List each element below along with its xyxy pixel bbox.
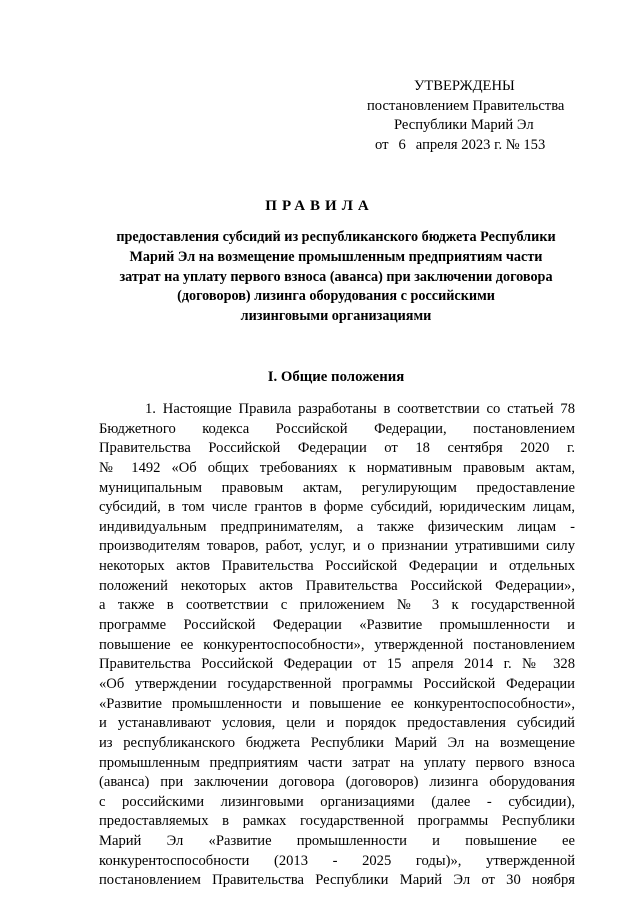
subtitle-line: лизинговыми организациями <box>240 308 432 325</box>
body-line: муниципальным правовым актам, регулирующим предоставление <box>99 479 575 496</box>
body-line: постановлением Правительства Республики Марий Эл от 30 ноября <box>99 872 575 889</box>
subtitle-line: предоставления субсидий из республиканского бюджета Республики <box>116 229 556 245</box>
body-line: индивидуальным предпринимателям, а также физическим лицам - <box>99 518 575 535</box>
body-line: из республиканского бюджета Республики Марий Эл на возмещение <box>99 734 575 751</box>
document-title: ПРАВИЛА <box>265 198 374 214</box>
body-line: и устанавливают условия, цели и порядок предоставления субсидий <box>99 715 575 732</box>
body-line: Правительства Российской Федерации от 15 апреля 2014 г. № 328 <box>99 656 575 673</box>
body-line: 1. Настоящие Правила разработаны в соответствии со статьей 78 <box>145 401 575 417</box>
body-line: положений некоторых актов Правительства Российской Федерации», <box>99 577 575 594</box>
body-line: (аванса) при заключении договора (договоров) лизинга оборудования <box>99 774 575 791</box>
subtitle-line: затрат на уплату первого взноса (аванса) при заключении договора <box>119 268 553 285</box>
approval-date-rest: апреля 2023 г. № <box>415 136 520 153</box>
body-line: Бюджетного кодекса Российской Федерации, постановлением <box>99 420 575 437</box>
subtitle-line: (договоров) лизинга оборудования с российскими <box>177 288 495 305</box>
approval-date-line <box>354 136 584 156</box>
body-line: промышленным предприятиям части затрат на уплату первого взноса <box>99 754 575 771</box>
section-heading: I. Общие положения <box>267 369 405 385</box>
body-line: «Об утверждении государственной программы Российской Федерации <box>99 675 575 692</box>
body-line: субсидий, в том числе грантов в форме субсидий, юридическим лицам, <box>99 499 575 516</box>
approval-block <box>354 77 584 155</box>
body-line: «Развитие промышленности и повышение ее конкурентоспособности», <box>99 695 575 712</box>
body-line: программе Российской Федерации «Развитие промышленности и <box>99 617 575 634</box>
body-line: конкурентоспособности (2013 - 2025 годы)», утвержденной <box>99 852 575 869</box>
approval-heading: УТВЕРЖДЕНЫ <box>414 78 515 94</box>
approval-region: Республики Марий Эл <box>394 117 534 133</box>
body-line: Правительства Российской Федерации от 18 сентября 2020 г. <box>99 440 575 457</box>
body-line: некоторых актов Правительства Российской Федерации и отдельных <box>99 558 575 575</box>
body-line: производителям товаров, работ, услуг, и о признании утратившими силу <box>99 538 575 555</box>
body-line: а также в соответствии с приложением № 3 к государственной <box>99 597 575 614</box>
approval-date-prefix: от <box>375 136 389 153</box>
body-line: с российскими лизинговыми организациями (далее - субсидии), <box>99 793 575 810</box>
document-subtitle <box>98 228 574 327</box>
body-line: № 1492 «Об общих требованиях к нормативным правовым актам, <box>99 459 575 476</box>
approval-date-day: 6 <box>398 136 406 153</box>
body-line: Марий Эл «Развитие промышленности и повышение ее <box>99 833 575 850</box>
body-line: предоставляемых в рамках государственной программы Республики <box>99 813 575 830</box>
body-line: повышение ее конкурентоспособности», утвержденной постановлением <box>99 636 575 653</box>
subtitle-line: Марий Эл на возмещение промышленным предприятиям части <box>129 248 543 265</box>
approval-doc-number: 153 <box>523 136 546 153</box>
body-paragraph <box>99 400 575 891</box>
approval-issuer: постановлением Правительства <box>367 97 565 114</box>
